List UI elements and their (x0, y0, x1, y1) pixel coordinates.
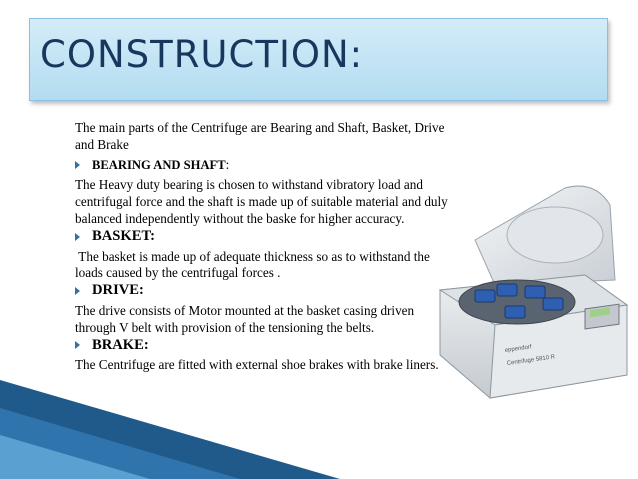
bullet-bearing-and-shaft (75, 157, 455, 174)
text-basket: The basket is made up of adequate thickness so as to withstand the loads caused by the centrifugal forces . (75, 248, 434, 281)
slide-title: CONSTRUCTION: (40, 33, 364, 76)
bullet-arrow-icon (75, 233, 80, 241)
bullet-brake (75, 337, 455, 354)
heading-brake: BRAKE: (92, 336, 149, 353)
bullet-arrow-icon (75, 161, 80, 169)
slide-content (75, 120, 455, 374)
heading-bearing-and-shaft: BEARING AND SHAFT: (92, 156, 230, 172)
text-brake: The Centrifuge are fitted with external shoe brakes with brake liners. (75, 357, 439, 373)
bullet-basket (75, 228, 455, 245)
bullet-arrow-icon (75, 341, 80, 349)
title-box (29, 18, 608, 101)
heading-basket: BASKET: (92, 227, 155, 244)
heading-drive: DRIVE: (92, 282, 144, 299)
bullet-drive (75, 282, 455, 299)
text-bearing-and-shaft: The Heavy duty bearing is chosen to withstand vibratory load and centrifugal force and the shaft is made up of suitable material and duly balanced independently without the baske for higher accuracy. (75, 177, 448, 226)
decorative-wedge (0, 380, 340, 479)
brand-label: eppendorf (504, 344, 533, 354)
model-label: Centrifuge 5810 R (506, 354, 556, 367)
text-drive: The drive consists of Motor mounted at the basket casing driven through V belt with provision of the tensioning the belts. (75, 302, 415, 335)
centrifuge-image (435, 180, 631, 402)
bullet-arrow-icon (75, 287, 80, 295)
intro-text: The main parts of the Centrifuge are Bearing and Shaft, Basket, Drive and Brake (75, 120, 445, 152)
